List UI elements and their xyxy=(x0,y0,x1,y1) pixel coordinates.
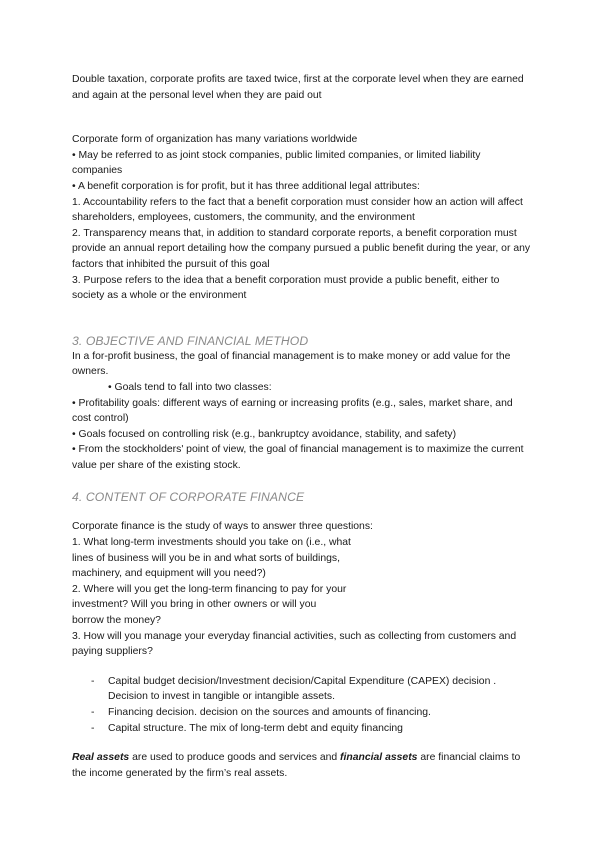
list-item-text: Capital structure. The mix of long-term debt and equity financing xyxy=(108,722,403,734)
corporate-forms-line: • May be referred to as joint stock companies, public limited companies, or limited liability companies xyxy=(72,149,481,177)
section-4-heading: 4. CONTENT OF CORPORATE FINANCE xyxy=(72,490,305,505)
document-page xyxy=(72,72,532,781)
dash-bullet: - xyxy=(91,707,95,718)
list-item xyxy=(72,705,532,721)
financial-assets-term: financial assets xyxy=(340,752,418,764)
section-4-intro: Corporate finance is the study of ways to answer three questions: xyxy=(72,521,373,533)
list-item xyxy=(72,674,532,705)
list-item-text: Capital budget decision/Investment decision/Capital Expenditure (CAPEX) decision . Decision to invest in tangible or intangible assets. xyxy=(108,675,497,703)
section-3-heading: 3. OBJECTIVE AND FINANCIAL METHOD xyxy=(72,333,309,348)
double-taxation-paragraph: Double taxation, corporate profits are taxed twice, first at the corporate level when they are earned and again at the personal level when they are paid out xyxy=(72,74,524,101)
question-1-line: 1. What long-term investments should you take on (i.e., what xyxy=(72,537,351,549)
assets-paragraph xyxy=(72,750,532,781)
corporate-forms-line: 3. Purpose refers to the idea that a benefit corporation must provide a public benefit, either to society as a whole or the environment xyxy=(72,274,500,302)
question-2-line: investment? Will you bring in other owners or will you xyxy=(72,599,317,611)
section-3-line: • Goals focused on controlling risk (e.g., bankruptcy avoidance, stability, and safety) xyxy=(72,428,457,440)
list-item-text: Financing decision. decision on the sources and amounts of financing. xyxy=(108,707,431,718)
section-3-intro: In a for-profit business, the goal of financial management is to make money or add value for the owners. xyxy=(72,350,511,378)
real-assets-term: Real assets xyxy=(72,752,130,764)
goals-classes-line: • Goals tend to fall into two classes: xyxy=(108,381,272,393)
question-1-line: lines of business will you be in and what sorts of buildings, xyxy=(72,552,340,564)
section-3-line: • Profitability goals: different ways of earning or increasing profits (e.g., sales, market share, and cost control) xyxy=(72,397,513,425)
corporate-forms-line: 2. Transparency means that, in addition to standard corporate reports, a benefit corporation must provide an annual report detailing how the company pursued a public benefit during the year, or any factors that inhibited the pursuit of this goal xyxy=(72,227,531,270)
section-3-line: • From the stockholders' point of view, the goal of financial management is to maximize the current value per share of the existing stock. xyxy=(72,444,524,471)
assets-text: are financial claims to the income generated by the firm’s real assets. xyxy=(72,752,521,779)
question-3: 3. How will you manage your everyday financial activities, such as collecting from customers and paying suppliers? xyxy=(72,630,517,658)
corporate-forms-line: • A benefit corporation is for profit, but it has three additional legal attributes: xyxy=(72,180,420,192)
corporate-forms-intro: Corporate form of organization has many variations worldwide xyxy=(72,134,358,146)
decision-list xyxy=(72,674,532,736)
question-2-line: 2. Where will you get the long-term financing to pay for your xyxy=(72,583,347,595)
corporate-forms-line: 1. Accountability refers to the fact that a benefit corporation must consider how an action will affect shareholders, employees, customers, the community, and the environment xyxy=(72,196,523,224)
question-2-line: borrow the money? xyxy=(72,615,161,627)
assets-text: are used to produce goods and services and xyxy=(129,752,341,764)
list-item xyxy=(72,721,532,737)
dash-bullet: - xyxy=(91,675,95,687)
question-1-line: machinery, and equipment will you need?) xyxy=(72,568,266,580)
dash-bullet: - xyxy=(91,722,95,734)
